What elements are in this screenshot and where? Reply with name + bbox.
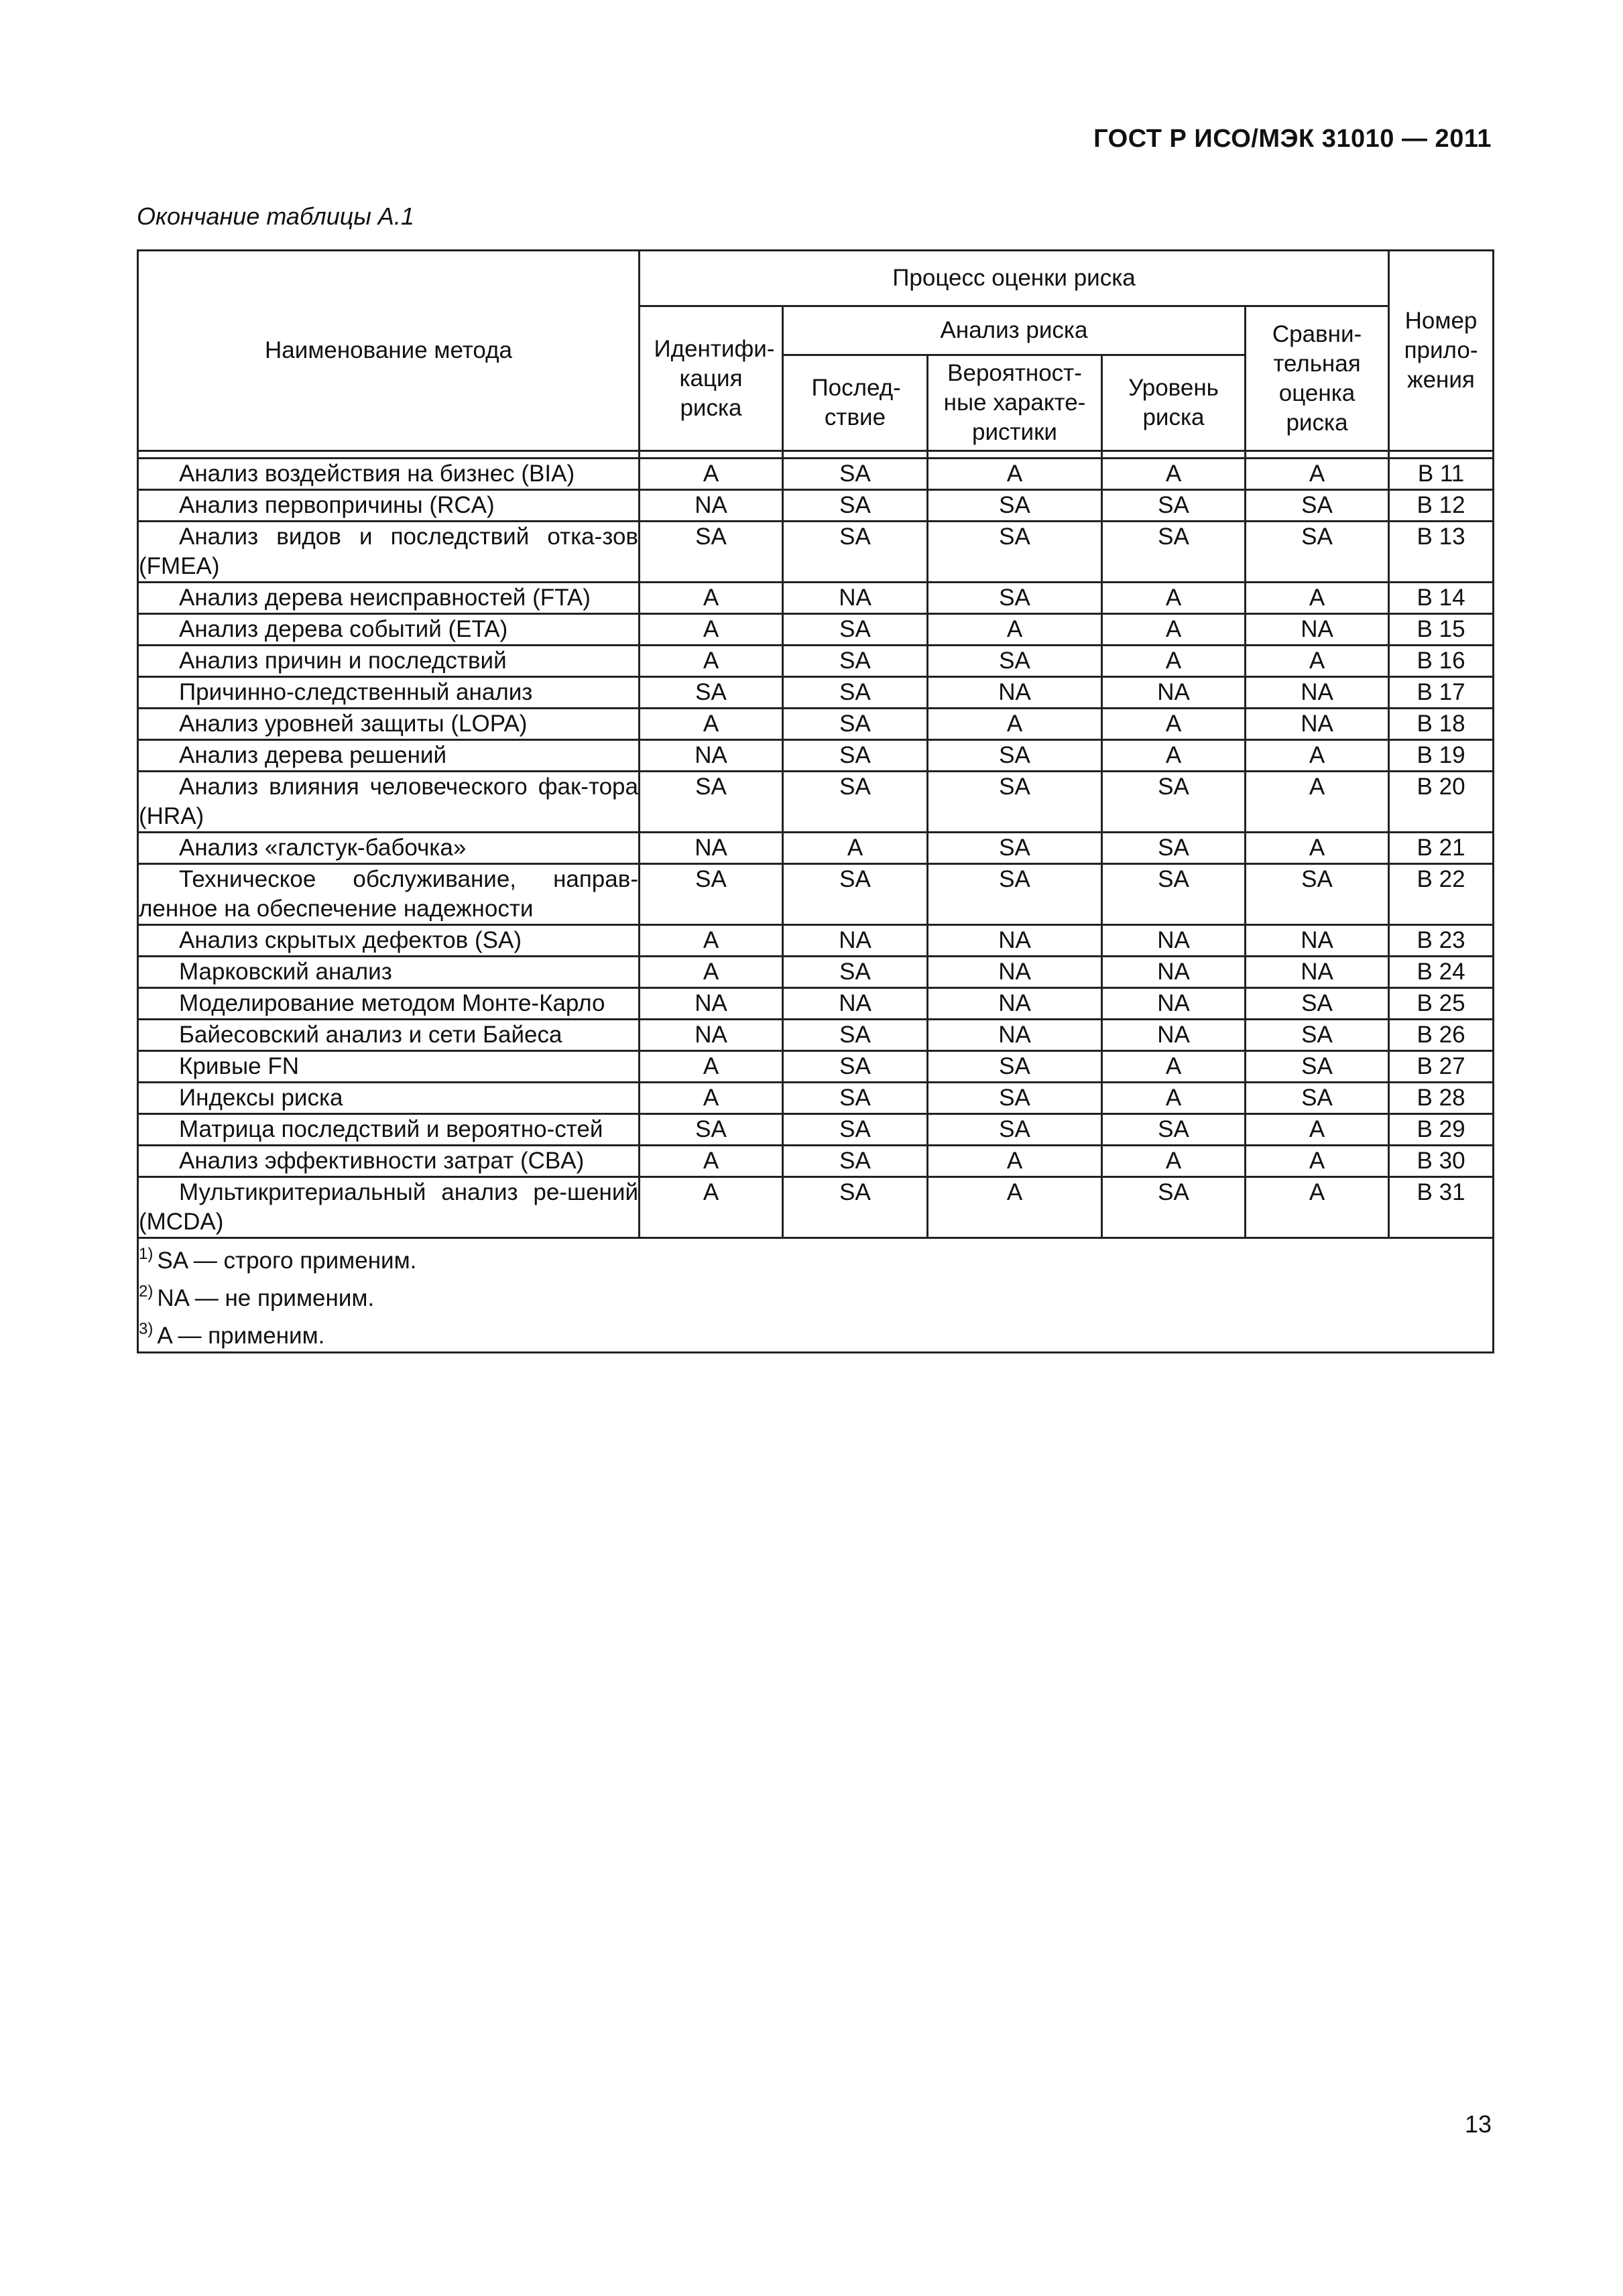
table-row (138, 1177, 1494, 1238)
separator-cell (928, 451, 1102, 459)
applicability-cell: A (1102, 1051, 1246, 1083)
applicability-cell: A (640, 583, 783, 614)
method-name: Анализ влияния человеческого фак-тора (HRA) (139, 774, 638, 829)
annex-number-cell: B 29 (1389, 1114, 1494, 1146)
applicability-cell: A (1102, 646, 1246, 677)
header-identification (640, 306, 783, 451)
method-name: Анализ дерева решений (179, 742, 446, 768)
applicability-cell: SA (640, 772, 783, 833)
applicability-cell: SA (783, 1083, 928, 1114)
header-comparative-evaluation (1246, 306, 1389, 451)
table-row (138, 957, 1494, 988)
method-name-cell (138, 988, 640, 1020)
method-name: Анализ эффективности затрат (CBA) (179, 1148, 585, 1174)
table-row (138, 772, 1494, 833)
applicability-cell: A (1246, 833, 1389, 864)
applicability-cell: SA (1102, 864, 1246, 925)
method-name: Анализ причин и последствий (179, 648, 507, 674)
table-row (138, 1083, 1494, 1114)
applicability-cell: NA (1102, 677, 1246, 709)
applicability-cell: SA (783, 740, 928, 772)
header-consequence-text: Послед-ствие (811, 375, 901, 430)
header-method-name: Наименование метода (138, 251, 640, 451)
header-annex-number-text: Номер прило-жения (1404, 308, 1478, 393)
header-annex-number (1389, 251, 1494, 451)
applicability-cell: A (1246, 1177, 1389, 1238)
applicability-cell: SA (928, 833, 1102, 864)
applicability-cell: SA (783, 709, 928, 740)
applicability-cell: A (928, 1177, 1102, 1238)
table-row (138, 1146, 1494, 1177)
method-name: Анализ уровней защиты (LOPA) (179, 711, 528, 737)
note-line (139, 1239, 1492, 1276)
header-risk-process: Процесс оценки риска (640, 251, 1389, 306)
table-caption: Окончание таблицы А.1 (137, 202, 414, 230)
applicability-cell: SA (783, 522, 928, 583)
method-name-cell (138, 459, 640, 490)
header-identification-text: Идентифи-кация риска (654, 335, 775, 421)
applicability-cell: A (928, 709, 1102, 740)
method-name-cell (138, 1020, 640, 1051)
note-text: NA — не применим. (157, 1285, 375, 1311)
table-row (138, 1051, 1494, 1083)
note-text: SA — строго применим. (157, 1248, 417, 1274)
annex-number-cell: B 19 (1389, 740, 1494, 772)
applicability-cell: A (640, 925, 783, 957)
applicability-cell: SA (783, 614, 928, 646)
method-name: Анализ скрытых дефектов (SA) (179, 927, 522, 953)
applicability-cell: SA (783, 864, 928, 925)
applicability-cell: NA (640, 1020, 783, 1051)
applicability-cell: A (640, 459, 783, 490)
applicability-cell: SA (783, 1146, 928, 1177)
separator-cell (1389, 451, 1494, 459)
applicability-cell: SA (928, 522, 1102, 583)
method-name: Марковский анализ (179, 959, 392, 985)
applicability-cell: A (1246, 646, 1389, 677)
applicability-cell: A (640, 1146, 783, 1177)
method-name: Индексы риска (179, 1085, 343, 1111)
applicability-cell: SA (1246, 1083, 1389, 1114)
applicability-cell: SA (783, 1177, 928, 1238)
method-name-cell (138, 677, 640, 709)
method-name: Байесовский анализ и сети Байеса (179, 1022, 562, 1048)
applicability-cell: SA (928, 583, 1102, 614)
applicability-cell: A (928, 614, 1102, 646)
applicability-cell: SA (783, 772, 928, 833)
table-row (138, 677, 1494, 709)
header-row-1 (138, 251, 1494, 306)
annex-number-cell: B 17 (1389, 677, 1494, 709)
method-name-cell (138, 646, 640, 677)
method-name: Кривые FN (179, 1053, 299, 1079)
applicability-cell: NA (928, 957, 1102, 988)
applicability-cell: SA (928, 490, 1102, 522)
note-marker: 3) (139, 1320, 154, 1338)
applicability-cell: NA (1246, 709, 1389, 740)
applicability-cell: SA (928, 740, 1102, 772)
annex-number-cell: B 27 (1389, 1051, 1494, 1083)
applicability-cell: NA (783, 925, 928, 957)
applicability-cell: SA (928, 646, 1102, 677)
applicability-cell: A (1246, 772, 1389, 833)
annex-number-cell: B 23 (1389, 925, 1494, 957)
applicability-cell: SA (783, 1020, 928, 1051)
method-name-cell (138, 522, 640, 583)
applicability-cell: A (1246, 1114, 1389, 1146)
applicability-cell: NA (640, 490, 783, 522)
applicability-cell: SA (783, 1051, 928, 1083)
table-row (138, 925, 1494, 957)
table-row (138, 1020, 1494, 1051)
table-row (138, 614, 1494, 646)
method-name-cell (138, 1051, 640, 1083)
applicability-cell: SA (1102, 1114, 1246, 1146)
applicability-cell: SA (928, 772, 1102, 833)
applicability-cell: NA (1102, 988, 1246, 1020)
method-name-cell (138, 740, 640, 772)
separator-cell (138, 451, 640, 459)
method-name: Анализ воздействия на бизнес (BIA) (179, 461, 575, 487)
method-name: Матрица последствий и вероятно-стей (179, 1116, 603, 1142)
applicability-cell: A (1102, 709, 1246, 740)
method-name: Анализ первопричины (RCA) (179, 492, 495, 518)
applicability-cell: SA (783, 677, 928, 709)
method-name-cell (138, 614, 640, 646)
page-number: 13 (1464, 2110, 1492, 2138)
applicability-cell: SA (640, 522, 783, 583)
methods-table (137, 249, 1494, 1353)
method-name-cell (138, 709, 640, 740)
table-row (138, 864, 1494, 925)
applicability-cell: A (1102, 1083, 1246, 1114)
method-name-cell (138, 1177, 640, 1238)
applicability-cell: A (1246, 459, 1389, 490)
applicability-cell: A (640, 1051, 783, 1083)
table-row (138, 583, 1494, 614)
annex-number-cell: B 26 (1389, 1020, 1494, 1051)
annex-number-cell: B 12 (1389, 490, 1494, 522)
annex-number-cell: B 30 (1389, 1146, 1494, 1177)
applicability-cell: SA (1102, 522, 1246, 583)
table-row (138, 988, 1494, 1020)
applicability-cell: NA (928, 988, 1102, 1020)
applicability-cell: A (1102, 740, 1246, 772)
note-line (139, 1314, 1492, 1351)
table-body (138, 451, 1494, 1238)
applicability-cell: A (928, 1146, 1102, 1177)
header-probability-text: Вероятност-ные характе-ристики (943, 360, 1086, 445)
method-name: Анализ дерева неисправностей (FTA) (179, 585, 591, 611)
applicability-cell: NA (1102, 957, 1246, 988)
table-notes (138, 1238, 1494, 1353)
applicability-cell: NA (783, 988, 928, 1020)
applicability-cell: A (640, 614, 783, 646)
method-name-cell (138, 925, 640, 957)
method-name: Причинно-следственный анализ (179, 679, 533, 705)
annex-number-cell: B 15 (1389, 614, 1494, 646)
annex-number-cell: B 11 (1389, 459, 1494, 490)
method-name: Техническое обслуживание, направ-ленное на обеспечение надежности (139, 866, 638, 922)
method-name-cell (138, 864, 640, 925)
note-text: A — применим. (157, 1323, 325, 1349)
method-name-cell (138, 772, 640, 833)
annex-number-cell: B 20 (1389, 772, 1494, 833)
applicability-cell: SA (1102, 490, 1246, 522)
annex-number-cell: B 21 (1389, 833, 1494, 864)
applicability-cell: A (1246, 740, 1389, 772)
applicability-cell: NA (640, 988, 783, 1020)
applicability-cell: NA (1246, 677, 1389, 709)
table-row (138, 740, 1494, 772)
applicability-cell: SA (640, 864, 783, 925)
table-row (138, 1114, 1494, 1146)
method-name-cell (138, 1146, 640, 1177)
applicability-cell: A (1102, 614, 1246, 646)
header-separator-row (138, 451, 1494, 459)
applicability-cell: A (1102, 1146, 1246, 1177)
applicability-cell: SA (928, 1114, 1102, 1146)
separator-cell (1246, 451, 1389, 459)
header-risk-analysis: Анализ риска (783, 306, 1246, 355)
applicability-cell: SA (1102, 1177, 1246, 1238)
applicability-cell: A (640, 957, 783, 988)
applicability-cell: SA (1246, 864, 1389, 925)
header-risk-level (1102, 355, 1246, 451)
table-row (138, 646, 1494, 677)
applicability-cell: NA (1102, 925, 1246, 957)
note-line (139, 1276, 1492, 1314)
table-row (138, 459, 1494, 490)
method-name: Моделирование методом Монте-Карло (179, 990, 605, 1016)
header-consequence (783, 355, 928, 451)
annex-number-cell: B 18 (1389, 709, 1494, 740)
applicability-cell: A (1102, 459, 1246, 490)
applicability-cell: A (640, 646, 783, 677)
applicability-cell: A (640, 709, 783, 740)
applicability-cell: SA (928, 864, 1102, 925)
method-name-cell (138, 833, 640, 864)
applicability-cell: NA (1102, 1020, 1246, 1051)
separator-cell (1102, 451, 1246, 459)
applicability-cell: A (928, 459, 1102, 490)
applicability-cell: SA (783, 957, 928, 988)
annex-number-cell: B 28 (1389, 1083, 1494, 1114)
applicability-cell: SA (1246, 490, 1389, 522)
applicability-cell: SA (783, 1114, 928, 1146)
applicability-cell: SA (928, 1051, 1102, 1083)
document-code: ГОСТ Р ИСО/МЭК 31010 — 2011 (1093, 125, 1492, 153)
annex-number-cell: B 14 (1389, 583, 1494, 614)
applicability-cell: NA (1246, 957, 1389, 988)
header-comparative-evaluation-text: Сравни-тельная оценка риска (1272, 320, 1362, 436)
applicability-cell: SA (1102, 772, 1246, 833)
applicability-cell: SA (1246, 1051, 1389, 1083)
applicability-cell: NA (928, 925, 1102, 957)
applicability-cell: NA (1246, 925, 1389, 957)
annex-number-cell: B 25 (1389, 988, 1494, 1020)
applicability-cell: SA (640, 677, 783, 709)
table-row (138, 522, 1494, 583)
method-name: Анализ видов и последствий отка-зов (FMEA) (139, 524, 638, 579)
separator-cell (783, 451, 928, 459)
applicability-cell: A (1102, 583, 1246, 614)
applicability-cell: SA (1246, 988, 1389, 1020)
header-probability (928, 355, 1102, 451)
table-row (138, 490, 1494, 522)
annex-number-cell: B 22 (1389, 864, 1494, 925)
applicability-cell: A (640, 1083, 783, 1114)
note-marker: 2) (139, 1282, 154, 1301)
applicability-cell: SA (1246, 1020, 1389, 1051)
applicability-cell: NA (928, 1020, 1102, 1051)
applicability-cell: SA (640, 1114, 783, 1146)
applicability-cell: NA (640, 833, 783, 864)
applicability-cell: A (1246, 583, 1389, 614)
annex-number-cell: B 31 (1389, 1177, 1494, 1238)
method-name-cell (138, 1083, 640, 1114)
applicability-cell: NA (1246, 614, 1389, 646)
method-name-cell (138, 1114, 640, 1146)
method-name-cell (138, 490, 640, 522)
header-risk-level-text: Уровень риска (1128, 375, 1219, 430)
applicability-cell: A (640, 1177, 783, 1238)
table-row (138, 833, 1494, 864)
applicability-cell: A (783, 833, 928, 864)
annex-number-cell: B 13 (1389, 522, 1494, 583)
applicability-cell: SA (783, 490, 928, 522)
method-name-cell (138, 583, 640, 614)
annex-number-cell: B 24 (1389, 957, 1494, 988)
applicability-cell: SA (928, 1083, 1102, 1114)
separator-cell (640, 451, 783, 459)
applicability-cell: SA (783, 646, 928, 677)
method-name-cell (138, 957, 640, 988)
applicability-cell: SA (783, 459, 928, 490)
method-name: Анализ «галстук-бабочка» (179, 835, 467, 861)
table-row (138, 709, 1494, 740)
applicability-cell: NA (640, 740, 783, 772)
applicability-cell: SA (1102, 833, 1246, 864)
applicability-cell: NA (783, 583, 928, 614)
applicability-cell: NA (928, 677, 1102, 709)
applicability-cell: A (1246, 1146, 1389, 1177)
applicability-cell: SA (1246, 522, 1389, 583)
method-name: Анализ дерева событий (ETA) (179, 616, 508, 642)
annex-number-cell: B 16 (1389, 646, 1494, 677)
notes-row (138, 1238, 1494, 1353)
note-marker: 1) (139, 1245, 154, 1263)
method-name: Мультикритериальный анализ ре-шений (MCDA) (139, 1179, 638, 1235)
